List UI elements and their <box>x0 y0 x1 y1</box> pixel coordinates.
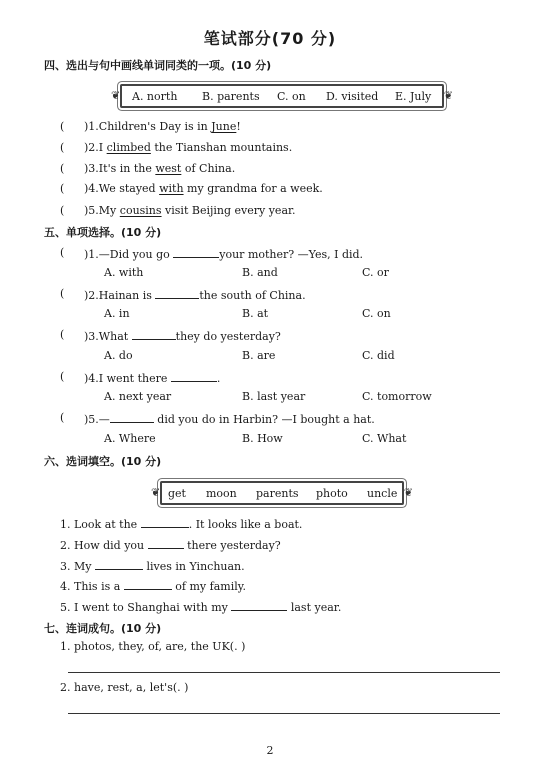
answer-paren[interactable]: ( <box>60 370 65 383</box>
right-ornament-icon: ❦ <box>443 89 453 102</box>
option-b: B. at <box>242 307 269 320</box>
word-bank-word: uncle <box>367 487 398 500</box>
answer-paren[interactable]: ( <box>60 287 65 300</box>
word-bank-word: photo <box>316 487 348 500</box>
question-text: )4.I went there . <box>84 372 221 385</box>
fill-blank[interactable] <box>155 287 199 299</box>
word-bank-word: moon <box>206 487 237 500</box>
answer-paren[interactable]: ( <box>60 141 65 154</box>
option-c: C. or <box>362 266 389 279</box>
option-a: A. do <box>104 349 133 362</box>
fill-blank[interactable] <box>171 370 217 382</box>
question-text: )1.—Did you go your mother? —Yes, I did. <box>84 248 364 261</box>
option-b: B. and <box>242 266 278 279</box>
option-b: B. last year <box>242 390 306 403</box>
answer-line[interactable] <box>68 713 500 714</box>
fill-blank[interactable] <box>124 578 172 590</box>
fill-blank[interactable] <box>148 537 184 549</box>
option-c: C. on <box>277 90 306 103</box>
option-e: E. July <box>395 90 432 103</box>
question-text: )2.I climbed the Tianshan mountains. <box>84 141 293 154</box>
option-c: C. on <box>362 307 391 320</box>
answer-paren[interactable]: ( <box>60 204 65 217</box>
fill-blank[interactable] <box>110 411 154 423</box>
word-bank-word: parents <box>256 487 299 500</box>
question-text: )5.— did you do in Harbin? —I bought a hat. <box>84 413 375 426</box>
option-c: C. did <box>362 349 395 362</box>
option-b: B. parents <box>202 90 260 103</box>
left-ornament-icon: ❦ <box>151 486 161 499</box>
section-6-item: 2. How did you there yesterday? <box>60 539 281 552</box>
section-4-heading: 四、选出与句中画线单词同类的一项。(10 分) <box>44 59 272 72</box>
section-7-item: 2. have, rest, a, let's(. ) <box>60 681 189 694</box>
word-bank-word: get <box>168 487 186 500</box>
option-b: B. are <box>242 349 276 362</box>
fill-blank[interactable] <box>95 558 143 570</box>
answer-line[interactable] <box>68 672 500 673</box>
option-a: A. in <box>104 307 130 320</box>
page-title: 笔试部分(70 分) <box>203 29 337 48</box>
question-text: )5.My cousins visit Beijing every year. <box>84 204 296 217</box>
answer-paren[interactable]: ( <box>60 246 65 259</box>
option-c: C. tomorrow <box>362 390 432 403</box>
section-6-item: 4. This is a of my family. <box>60 580 246 593</box>
page-number: 2 <box>266 744 274 757</box>
fill-blank[interactable] <box>173 246 219 258</box>
answer-paren[interactable]: ( <box>60 411 65 424</box>
section-6-item: 3. My lives in Yinchuan. <box>60 560 245 573</box>
fill-blank[interactable] <box>231 599 287 611</box>
question-text: )4.We stayed with my grandma for a week. <box>84 182 323 195</box>
option-a: A. north <box>132 90 178 103</box>
question-text: )2.Hainan is the south of China. <box>84 289 306 302</box>
option-a: A. Where <box>104 432 156 445</box>
answer-paren[interactable]: ( <box>60 182 65 195</box>
left-ornament-icon: ❦ <box>111 89 121 102</box>
answer-paren[interactable]: ( <box>60 120 65 133</box>
section-6-heading: 六、选词填空。(10 分) <box>44 455 162 468</box>
section-6-item: 1. Look at the . It looks like a boat. <box>60 518 303 531</box>
section-7-item: 1. photos, they, of, are, the UK(. ) <box>60 640 246 653</box>
question-text: )3.What they do yesterday? <box>84 330 281 343</box>
answer-paren[interactable]: ( <box>60 162 65 175</box>
option-b: B. How <box>242 432 283 445</box>
section-6-item: 5. I went to Shanghai with my last year. <box>60 601 342 614</box>
section-7-heading: 七、连词成句。(10 分) <box>44 622 162 635</box>
section-5-heading: 五、单项选择。(10 分) <box>44 226 162 239</box>
option-c: C. What <box>362 432 407 445</box>
question-text: )1.Children's Day is in June! <box>84 120 241 133</box>
option-a: A. with <box>104 266 144 279</box>
word-bank-box <box>151 481 413 505</box>
option-a: A. next year <box>104 390 172 403</box>
option-d: D. visited <box>326 90 379 103</box>
fill-blank[interactable] <box>132 328 176 340</box>
fill-blank[interactable] <box>141 516 189 528</box>
section-4-options-box <box>111 84 453 108</box>
right-ornament-icon: ❦ <box>403 486 413 499</box>
question-text: )3.It's in the west of China. <box>84 162 236 175</box>
answer-paren[interactable]: ( <box>60 328 65 341</box>
